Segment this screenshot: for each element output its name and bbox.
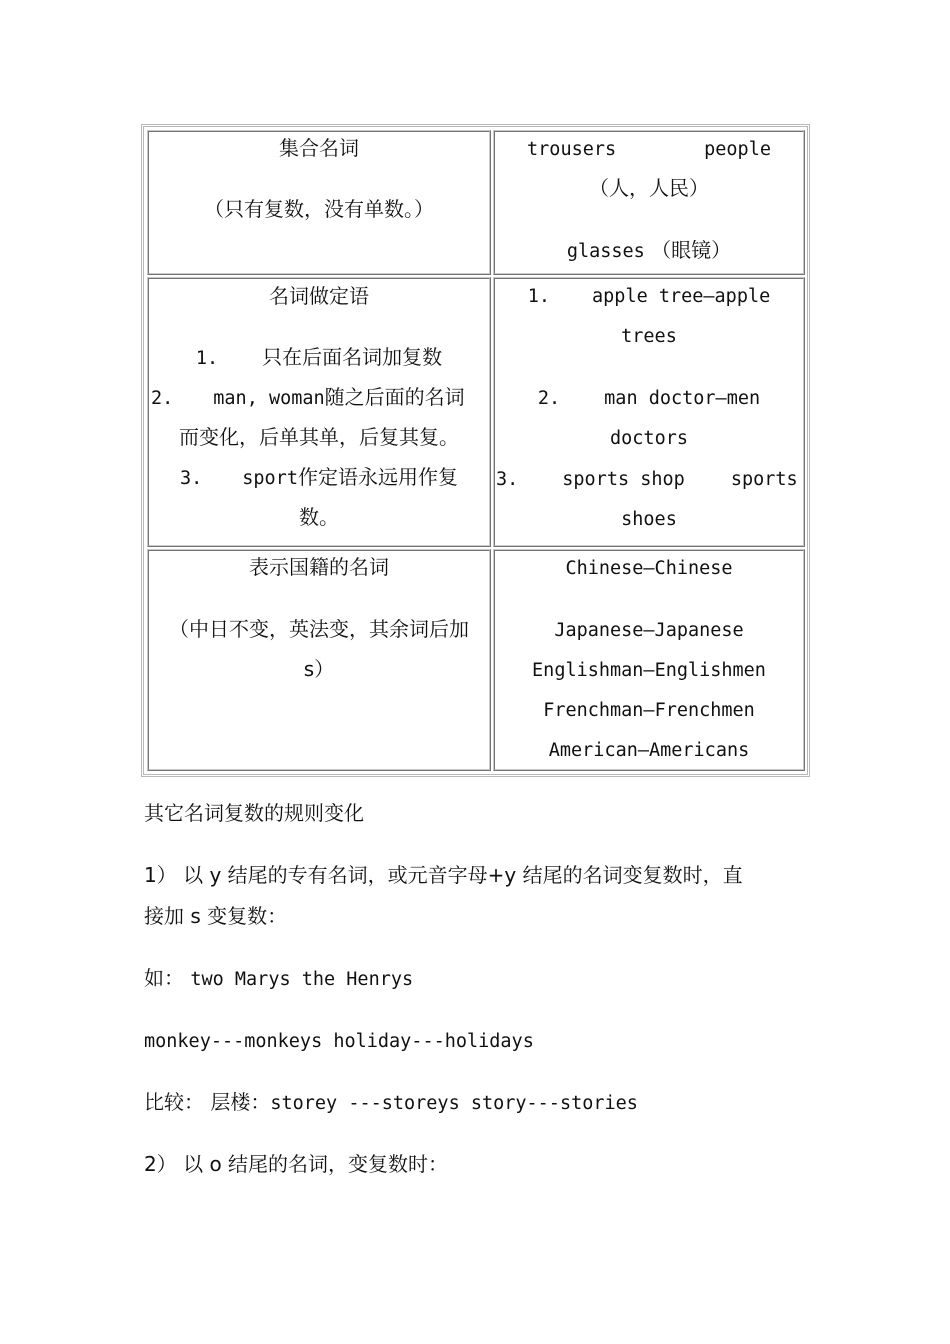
item-text-cont: trees [621,326,677,347]
example-line: Japanese—Japanese [554,620,744,641]
table-cell-noun-modifier [147,277,491,547]
example-word: trousers [527,139,617,160]
table-cell-nationality-noun [147,549,491,771]
example-line: American—Americans [548,740,750,761]
item-text: sport [242,468,298,489]
item-text-cont: doctors [610,428,688,449]
rule-1: 1） 以 y 结尾的专有名词，或元音字母+y 结尾的名词变复数时，直 [144,863,743,887]
example-line [495,238,803,264]
example-word: people [704,139,771,160]
noun-plural-table [141,124,810,777]
item-number: 2. [537,388,561,409]
example-line: Englishman—Englishmen [532,660,766,681]
rule-item [149,345,489,371]
table-cell-collective-noun [147,130,491,275]
cell-title: 名词做定语 [269,284,369,308]
example-line: Chinese—Chinese [565,558,733,579]
item-number: 2. [151,388,174,409]
item-number: 1. [195,348,219,369]
cell-note-cont: s） [303,657,335,681]
example-item [495,387,803,411]
item-text: 随之后面的名词 [324,385,465,409]
example-text: monkey---monkeys holiday---holidays [144,1031,534,1052]
section-heading: 其它名词复数的规则变化 [144,801,364,825]
example-gloss: （人，人民） [589,176,709,200]
compare-zh: 层楼： [210,1090,271,1114]
example-line [144,966,413,992]
rule-item [151,385,489,411]
item-number: 3. [496,469,519,490]
item-text: man doctor—men [604,388,761,409]
table-cell-nationality-examples [493,549,805,771]
table-cell-modifier-examples [493,277,805,547]
compare-label: 比较： [144,1090,204,1114]
item-text: apple tree—apple [592,286,771,307]
rule-1-cont: 接加 s 变复数： [144,904,288,928]
example-line [495,138,803,162]
item-text-cont: 数。 [299,505,339,529]
example-label: 如： [144,966,184,990]
item-text: sports [730,469,798,490]
example-line-2 [144,1028,534,1054]
cell-title: 表示国籍的名词 [249,555,389,579]
item-text: sports shop [562,469,685,490]
rule-item [149,465,489,491]
item-number: 3. [180,468,203,489]
compare-line [144,1090,638,1116]
cell-note: （中日不变，英法变，其余词后加 [169,617,469,641]
example-word: glasses [566,241,645,262]
compare-text: storey ---storeys story---stories [270,1093,638,1114]
example-line: Frenchman—Frenchmen [543,700,755,721]
item-number: 1. [527,286,551,307]
item-text-cont: 而变化，后单其单，后复其复。 [179,425,459,449]
table-cell-collective-examples [493,130,805,275]
item-text-cont: shoes [621,509,677,530]
item-text: 作定语永远用作复 [297,465,458,489]
example-item [495,285,803,309]
example-item [496,468,803,492]
cell-title: 集合名词 [279,136,359,160]
example-text: two Marys the Henrys [190,969,414,990]
item-text: 只在后面名词加复数 [262,345,443,369]
example-gloss: （眼镜） [651,238,732,262]
item-text: man, woman [213,388,325,409]
cell-note: （只有复数，没有单数。） [204,197,434,221]
rule-2: 2） 以 o 结尾的名词，变复数时： [144,1152,449,1176]
